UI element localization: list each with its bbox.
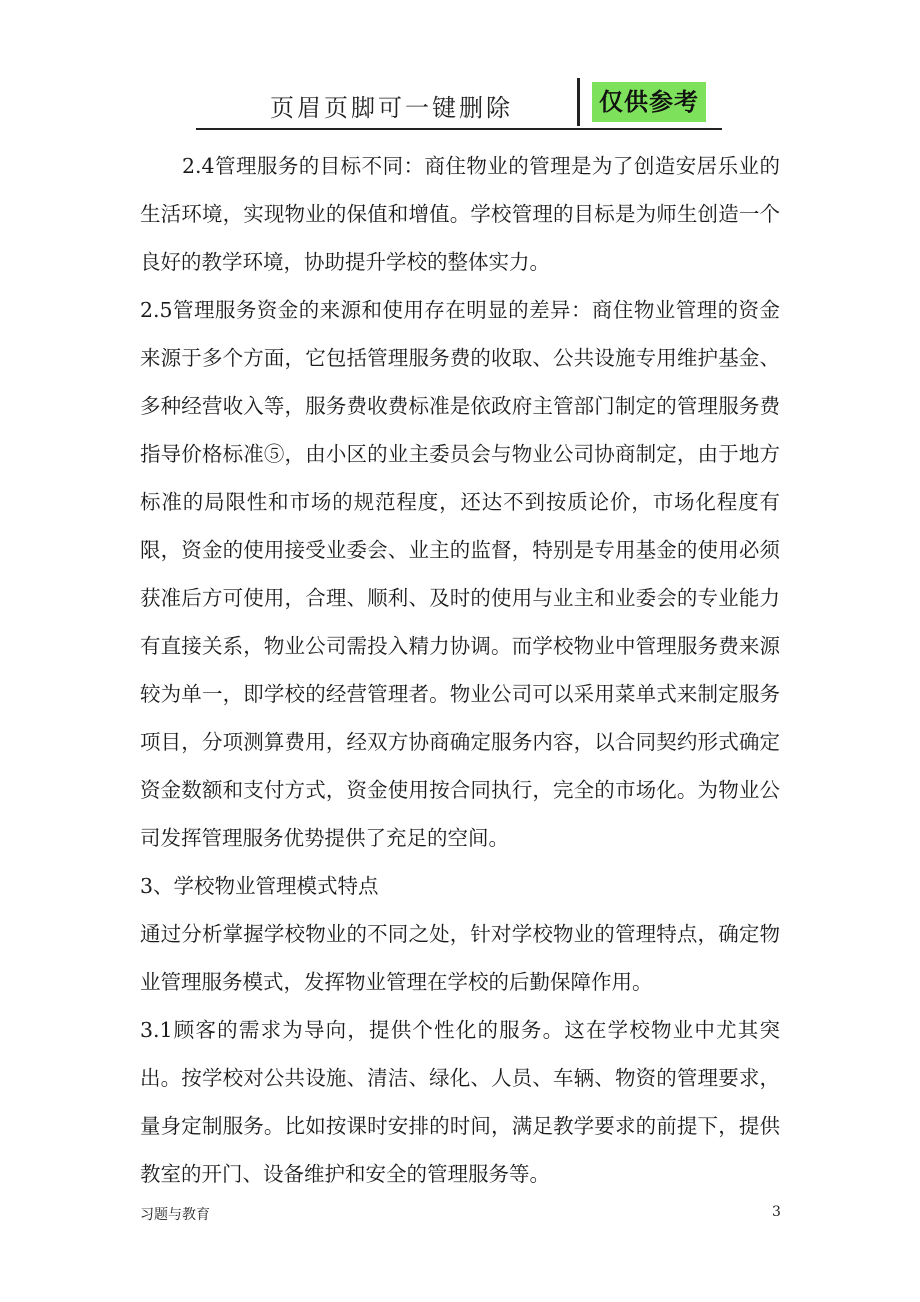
paragraph-2-4: 2.4管理服务的目标不同：商住物业的管理是为了创造安居乐业的生活环境，实现物业的保值和增值。学校管理的目标是为师生创造一个良好的教学环境，协助提升学校的整体实力。: [140, 154, 780, 274]
paragraph-2-5: 2.5管理服务资金的来源和使用存在明显的差异：商住物业管理的资金来源于多个方面，它包括管理服务费的收取、公共设施专用维护基金、多种经营收入等，服务费收费标准是依政府主管部门制定的管理服务费指导价格标准⑤，由小区的业主委员会与物业公司协商制定，由于地方标准的局限性和市场的规范程度，还达不到按质论价，市场化程度有限，资金的使用接受业委会、业主的监督，特别是专用基金的使用必须获准后方可使用，合理、顺利、及时的使用与业主和业委会的专业能力有直接关系，物业公司需投入精力协调。而学校物业中管理服务费来源较为单一，即学校的经营管理者。物业公司可以采用菜单式来制定服务项目，分项测算费用，经双方协商确定服务内容，以合同契约形式确定资金数额和支付方式，资金使用按合同执行，完全的市场化。为物业公司发挥管理服务优势提供了充足的空间。: [140, 298, 780, 850]
paragraph-3-1: 3.1顾客的需求为导向，提供个性化的服务。这在学校物业中尤其突出。按学校对公共设施、清洁、绿化、人员、车辆、物资的管理要求，量身定制服务。比如按课时安排的时间，满足教学要求的前提下，提供教室的开门、设备维护和安全的管理服务等。: [140, 1018, 780, 1186]
reference-only-badge: 仅供参考: [592, 82, 706, 122]
footer-text: 习题与教育: [140, 1207, 210, 1223]
section-heading-3: 3、学校物业管理模式特点: [140, 874, 379, 898]
page-number: 3: [772, 1204, 781, 1220]
header-title: 页眉页脚可一键删除: [270, 94, 513, 122]
page-header: [196, 76, 722, 130]
document-body: [140, 142, 780, 1198]
paragraph-3-intro: 通过分析掌握学校物业的不同之处，针对学校物业的管理特点，确定物业管理服务模式，发挥物业管理在学校的后勤保障作用。: [140, 922, 780, 994]
header-divider: [577, 78, 580, 126]
